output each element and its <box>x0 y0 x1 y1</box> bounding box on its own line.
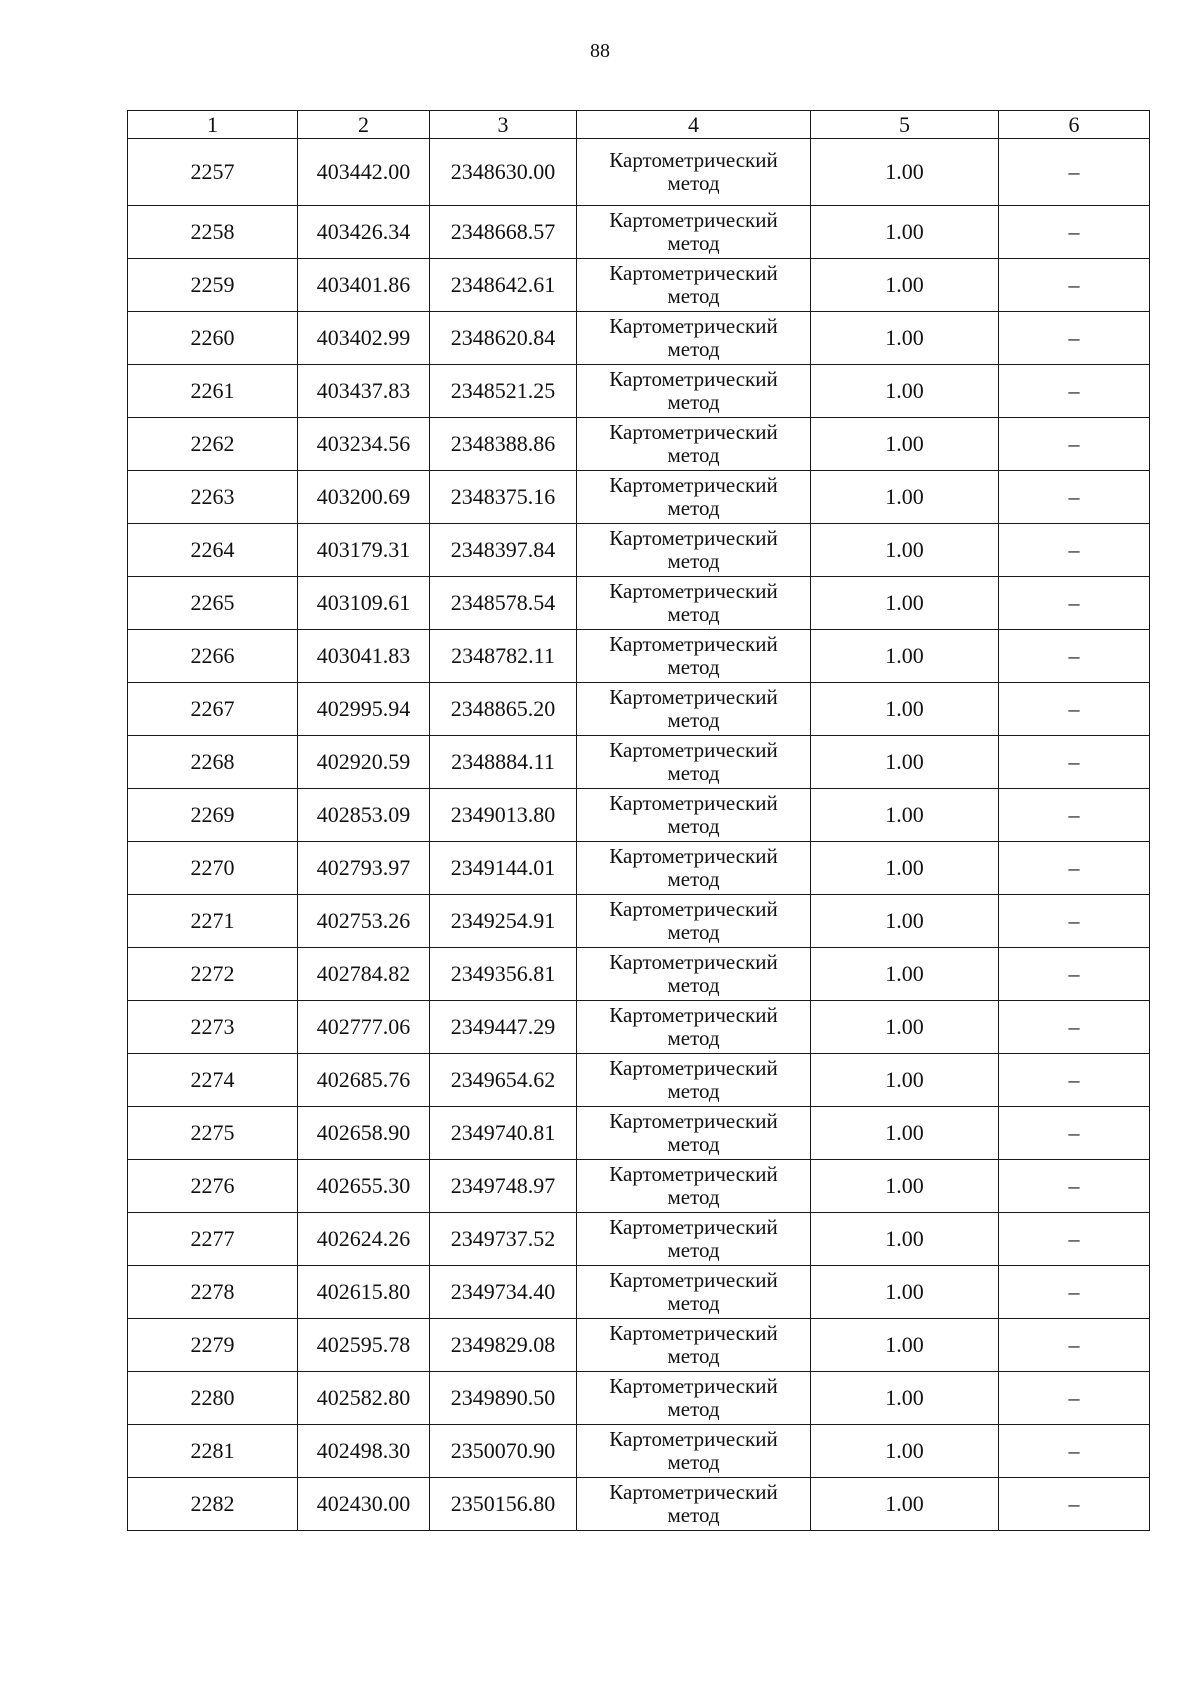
accuracy-cell: 1.00 <box>811 1266 999 1319</box>
accuracy-cell: 1.00 <box>811 1001 999 1054</box>
x-coordinate-cell: 402995.94 <box>298 683 430 736</box>
y-coordinate-cell: 2348630.00 <box>430 139 577 206</box>
method-line-1: Картометрический <box>609 1427 778 1451</box>
note-cell: – <box>999 1001 1150 1054</box>
table-row <box>128 365 1150 418</box>
method-cell <box>577 1054 811 1107</box>
method-cell <box>577 259 811 312</box>
method-cell <box>577 139 811 206</box>
point-number-cell: 2280 <box>128 1372 298 1425</box>
y-coordinate-cell: 2348668.57 <box>430 206 577 259</box>
method-cell <box>577 1213 811 1266</box>
accuracy-cell: 1.00 <box>811 1107 999 1160</box>
method-line-1: Картометрический <box>609 579 778 603</box>
x-coordinate-cell: 403426.34 <box>298 206 430 259</box>
method-line-2: метод <box>667 602 720 626</box>
table-row <box>128 139 1150 206</box>
method-line-2: метод <box>667 443 720 467</box>
table-row <box>128 577 1150 630</box>
y-coordinate-cell: 2349356.81 <box>430 948 577 1001</box>
x-coordinate-cell: 402624.26 <box>298 1213 430 1266</box>
point-number-cell: 2257 <box>128 139 298 206</box>
point-number-cell: 2269 <box>128 789 298 842</box>
y-coordinate-cell: 2349013.80 <box>430 789 577 842</box>
accuracy-cell: 1.00 <box>811 895 999 948</box>
x-coordinate-cell: 402777.06 <box>298 1001 430 1054</box>
y-coordinate-cell: 2349734.40 <box>430 1266 577 1319</box>
accuracy-cell: 1.00 <box>811 842 999 895</box>
column-header-6: 6 <box>999 111 1150 139</box>
method-line-1: Картометрический <box>609 1056 778 1080</box>
accuracy-cell: 1.00 <box>811 206 999 259</box>
y-coordinate-cell: 2348620.84 <box>430 312 577 365</box>
note-cell: – <box>999 577 1150 630</box>
method-cell <box>577 1160 811 1213</box>
point-number-cell: 2266 <box>128 630 298 683</box>
table-row <box>128 418 1150 471</box>
method-line-1: Картометрический <box>609 791 778 815</box>
y-coordinate-cell: 2348388.86 <box>430 418 577 471</box>
y-coordinate-cell: 2348578.54 <box>430 577 577 630</box>
y-coordinate-cell: 2349737.52 <box>430 1213 577 1266</box>
coordinates-table <box>127 110 1150 1531</box>
method-line-2: метод <box>667 814 720 838</box>
method-line-1: Картометрический <box>609 1003 778 1027</box>
x-coordinate-cell: 403200.69 <box>298 471 430 524</box>
x-coordinate-cell: 403234.56 <box>298 418 430 471</box>
table-row <box>128 736 1150 789</box>
method-line-1: Картометрический <box>609 632 778 656</box>
method-line-2: метод <box>667 231 720 255</box>
point-number-cell: 2264 <box>128 524 298 577</box>
y-coordinate-cell: 2350070.90 <box>430 1425 577 1478</box>
table-row <box>128 1372 1150 1425</box>
method-line-1: Картометрический <box>609 897 778 921</box>
page-number: 88 <box>590 40 610 62</box>
point-number-cell: 2260 <box>128 312 298 365</box>
note-cell: – <box>999 630 1150 683</box>
method-cell <box>577 471 811 524</box>
table-row <box>128 524 1150 577</box>
method-cell <box>577 630 811 683</box>
point-number-cell: 2277 <box>128 1213 298 1266</box>
accuracy-cell: 1.00 <box>811 1160 999 1213</box>
note-cell: – <box>999 1425 1150 1478</box>
point-number-cell: 2273 <box>128 1001 298 1054</box>
accuracy-cell: 1.00 <box>811 1372 999 1425</box>
point-number-cell: 2261 <box>128 365 298 418</box>
note-cell: – <box>999 789 1150 842</box>
y-coordinate-cell: 2349254.91 <box>430 895 577 948</box>
method-cell <box>577 842 811 895</box>
method-line-2: метод <box>667 1132 720 1156</box>
table-row <box>128 259 1150 312</box>
y-coordinate-cell: 2349144.01 <box>430 842 577 895</box>
point-number-cell: 2275 <box>128 1107 298 1160</box>
method-line-2: метод <box>667 1291 720 1315</box>
table-row <box>128 948 1150 1001</box>
method-line-1: Картометрический <box>609 738 778 762</box>
method-line-1: Картометрический <box>609 1215 778 1239</box>
x-coordinate-cell: 403442.00 <box>298 139 430 206</box>
method-line-1: Картометрический <box>609 473 778 497</box>
method-cell <box>577 948 811 1001</box>
accuracy-cell: 1.00 <box>811 1054 999 1107</box>
accuracy-cell: 1.00 <box>811 736 999 789</box>
method-line-1: Картометрический <box>609 1374 778 1398</box>
method-line-2: метод <box>667 1238 720 1262</box>
method-line-1: Картометрический <box>609 1268 778 1292</box>
method-cell <box>577 206 811 259</box>
method-line-1: Картометрический <box>609 261 778 285</box>
method-cell <box>577 1478 811 1531</box>
point-number-cell: 2263 <box>128 471 298 524</box>
column-header-5: 5 <box>811 111 999 139</box>
method-line-2: метод <box>667 337 720 361</box>
point-number-cell: 2262 <box>128 418 298 471</box>
note-cell: – <box>999 1478 1150 1531</box>
note-cell: – <box>999 1372 1150 1425</box>
method-line-1: Картометрический <box>609 148 778 172</box>
method-line-2: метод <box>667 496 720 520</box>
method-cell <box>577 1107 811 1160</box>
point-number-cell: 2270 <box>128 842 298 895</box>
x-coordinate-cell: 402853.09 <box>298 789 430 842</box>
y-coordinate-cell: 2348521.25 <box>430 365 577 418</box>
note-cell: – <box>999 1213 1150 1266</box>
method-cell <box>577 895 811 948</box>
x-coordinate-cell: 402498.30 <box>298 1425 430 1478</box>
y-coordinate-cell: 2349748.97 <box>430 1160 577 1213</box>
x-coordinate-cell: 403437.83 <box>298 365 430 418</box>
method-cell <box>577 736 811 789</box>
table-row <box>128 206 1150 259</box>
table-row <box>128 630 1150 683</box>
note-cell: – <box>999 895 1150 948</box>
method-line-2: метод <box>667 171 720 195</box>
point-number-cell: 2278 <box>128 1266 298 1319</box>
accuracy-cell: 1.00 <box>811 948 999 1001</box>
method-line-2: метод <box>667 549 720 573</box>
point-number-cell: 2276 <box>128 1160 298 1213</box>
y-coordinate-cell: 2348884.11 <box>430 736 577 789</box>
accuracy-cell: 1.00 <box>811 577 999 630</box>
method-line-2: метод <box>667 284 720 308</box>
method-cell <box>577 789 811 842</box>
y-coordinate-cell: 2349654.62 <box>430 1054 577 1107</box>
method-cell <box>577 1372 811 1425</box>
y-coordinate-cell: 2349890.50 <box>430 1372 577 1425</box>
method-cell <box>577 524 811 577</box>
y-coordinate-cell: 2350156.80 <box>430 1478 577 1531</box>
point-number-cell: 2279 <box>128 1319 298 1372</box>
method-cell <box>577 577 811 630</box>
table-row <box>128 1107 1150 1160</box>
accuracy-cell: 1.00 <box>811 365 999 418</box>
point-number-cell: 2272 <box>128 948 298 1001</box>
accuracy-cell: 1.00 <box>811 524 999 577</box>
note-cell: – <box>999 1319 1150 1372</box>
x-coordinate-cell: 402655.30 <box>298 1160 430 1213</box>
x-coordinate-cell: 403402.99 <box>298 312 430 365</box>
x-coordinate-cell: 402430.00 <box>298 1478 430 1531</box>
point-number-cell: 2282 <box>128 1478 298 1531</box>
column-header-1: 1 <box>128 111 298 139</box>
note-cell: – <box>999 471 1150 524</box>
point-number-cell: 2268 <box>128 736 298 789</box>
x-coordinate-cell: 402582.80 <box>298 1372 430 1425</box>
x-coordinate-cell: 402793.97 <box>298 842 430 895</box>
x-coordinate-cell: 402920.59 <box>298 736 430 789</box>
table-row <box>128 683 1150 736</box>
x-coordinate-cell: 402658.90 <box>298 1107 430 1160</box>
method-line-2: метод <box>667 1079 720 1103</box>
note-cell: – <box>999 206 1150 259</box>
accuracy-cell: 1.00 <box>811 683 999 736</box>
accuracy-cell: 1.00 <box>811 1213 999 1266</box>
method-cell <box>577 365 811 418</box>
note-cell: – <box>999 259 1150 312</box>
method-line-1: Картометрический <box>609 314 778 338</box>
method-line-1: Картометрический <box>609 1162 778 1186</box>
point-number-cell: 2258 <box>128 206 298 259</box>
method-cell <box>577 683 811 736</box>
x-coordinate-cell: 402615.80 <box>298 1266 430 1319</box>
note-cell: – <box>999 1107 1150 1160</box>
table-row <box>128 1213 1150 1266</box>
method-line-2: метод <box>667 708 720 732</box>
table-row <box>128 471 1150 524</box>
method-cell <box>577 1425 811 1478</box>
method-line-2: метод <box>667 1185 720 1209</box>
note-cell: – <box>999 139 1150 206</box>
column-header-2: 2 <box>298 111 430 139</box>
method-cell <box>577 1001 811 1054</box>
table-row <box>128 842 1150 895</box>
x-coordinate-cell: 403179.31 <box>298 524 430 577</box>
note-cell: – <box>999 1266 1150 1319</box>
point-number-cell: 2267 <box>128 683 298 736</box>
x-coordinate-cell: 402753.26 <box>298 895 430 948</box>
x-coordinate-cell: 402784.82 <box>298 948 430 1001</box>
y-coordinate-cell: 2348642.61 <box>430 259 577 312</box>
table-body <box>128 139 1150 1531</box>
point-number-cell: 2265 <box>128 577 298 630</box>
point-number-cell: 2281 <box>128 1425 298 1478</box>
x-coordinate-cell: 403401.86 <box>298 259 430 312</box>
x-coordinate-cell: 402595.78 <box>298 1319 430 1372</box>
method-line-2: метод <box>667 390 720 414</box>
y-coordinate-cell: 2348865.20 <box>430 683 577 736</box>
method-cell <box>577 418 811 471</box>
method-line-2: метод <box>667 1397 720 1421</box>
method-line-2: метод <box>667 867 720 891</box>
method-line-2: метод <box>667 920 720 944</box>
method-line-1: Картометрический <box>609 1480 778 1504</box>
note-cell: – <box>999 418 1150 471</box>
method-line-1: Картометрический <box>609 685 778 709</box>
table-header-row <box>128 111 1150 139</box>
y-coordinate-cell: 2349740.81 <box>430 1107 577 1160</box>
method-line-2: метод <box>667 973 720 997</box>
accuracy-cell: 1.00 <box>811 312 999 365</box>
note-cell: – <box>999 736 1150 789</box>
x-coordinate-cell: 402685.76 <box>298 1054 430 1107</box>
table-row <box>128 1478 1150 1531</box>
accuracy-cell: 1.00 <box>811 1319 999 1372</box>
note-cell: – <box>999 365 1150 418</box>
method-line-2: метод <box>667 655 720 679</box>
method-line-1: Картометрический <box>609 208 778 232</box>
y-coordinate-cell: 2348397.84 <box>430 524 577 577</box>
accuracy-cell: 1.00 <box>811 789 999 842</box>
table-row <box>128 1425 1150 1478</box>
method-cell <box>577 1319 811 1372</box>
method-line-1: Картометрический <box>609 844 778 868</box>
point-number-cell: 2271 <box>128 895 298 948</box>
table-row <box>128 1160 1150 1213</box>
accuracy-cell: 1.00 <box>811 630 999 683</box>
table-row <box>128 789 1150 842</box>
x-coordinate-cell: 403041.83 <box>298 630 430 683</box>
table-row <box>128 1054 1150 1107</box>
table-row <box>128 1266 1150 1319</box>
point-number-cell: 2259 <box>128 259 298 312</box>
method-cell <box>577 312 811 365</box>
x-coordinate-cell: 403109.61 <box>298 577 430 630</box>
method-line-1: Картометрический <box>609 367 778 391</box>
method-line-1: Картометрический <box>609 420 778 444</box>
note-cell: – <box>999 524 1150 577</box>
method-line-2: метод <box>667 1450 720 1474</box>
method-line-2: метод <box>667 761 720 785</box>
accuracy-cell: 1.00 <box>811 471 999 524</box>
accuracy-cell: 1.00 <box>811 1425 999 1478</box>
accuracy-cell: 1.00 <box>811 418 999 471</box>
method-line-2: метод <box>667 1026 720 1050</box>
y-coordinate-cell: 2349447.29 <box>430 1001 577 1054</box>
accuracy-cell: 1.00 <box>811 259 999 312</box>
column-header-3: 3 <box>430 111 577 139</box>
table-row <box>128 312 1150 365</box>
note-cell: – <box>999 312 1150 365</box>
method-line-1: Картометрический <box>609 526 778 550</box>
column-header-4: 4 <box>577 111 811 139</box>
method-line-1: Картометрический <box>609 950 778 974</box>
note-cell: – <box>999 842 1150 895</box>
method-line-1: Картометрический <box>609 1321 778 1345</box>
accuracy-cell: 1.00 <box>811 1478 999 1531</box>
note-cell: – <box>999 1054 1150 1107</box>
method-cell <box>577 1266 811 1319</box>
table-row <box>128 1319 1150 1372</box>
y-coordinate-cell: 2348375.16 <box>430 471 577 524</box>
note-cell: – <box>999 948 1150 1001</box>
point-number-cell: 2274 <box>128 1054 298 1107</box>
method-line-2: метод <box>667 1503 720 1527</box>
table-row <box>128 895 1150 948</box>
note-cell: – <box>999 1160 1150 1213</box>
note-cell: – <box>999 683 1150 736</box>
y-coordinate-cell: 2348782.11 <box>430 630 577 683</box>
accuracy-cell: 1.00 <box>811 139 999 206</box>
table-row <box>128 1001 1150 1054</box>
method-line-1: Картометрический <box>609 1109 778 1133</box>
method-line-2: метод <box>667 1344 720 1368</box>
y-coordinate-cell: 2349829.08 <box>430 1319 577 1372</box>
